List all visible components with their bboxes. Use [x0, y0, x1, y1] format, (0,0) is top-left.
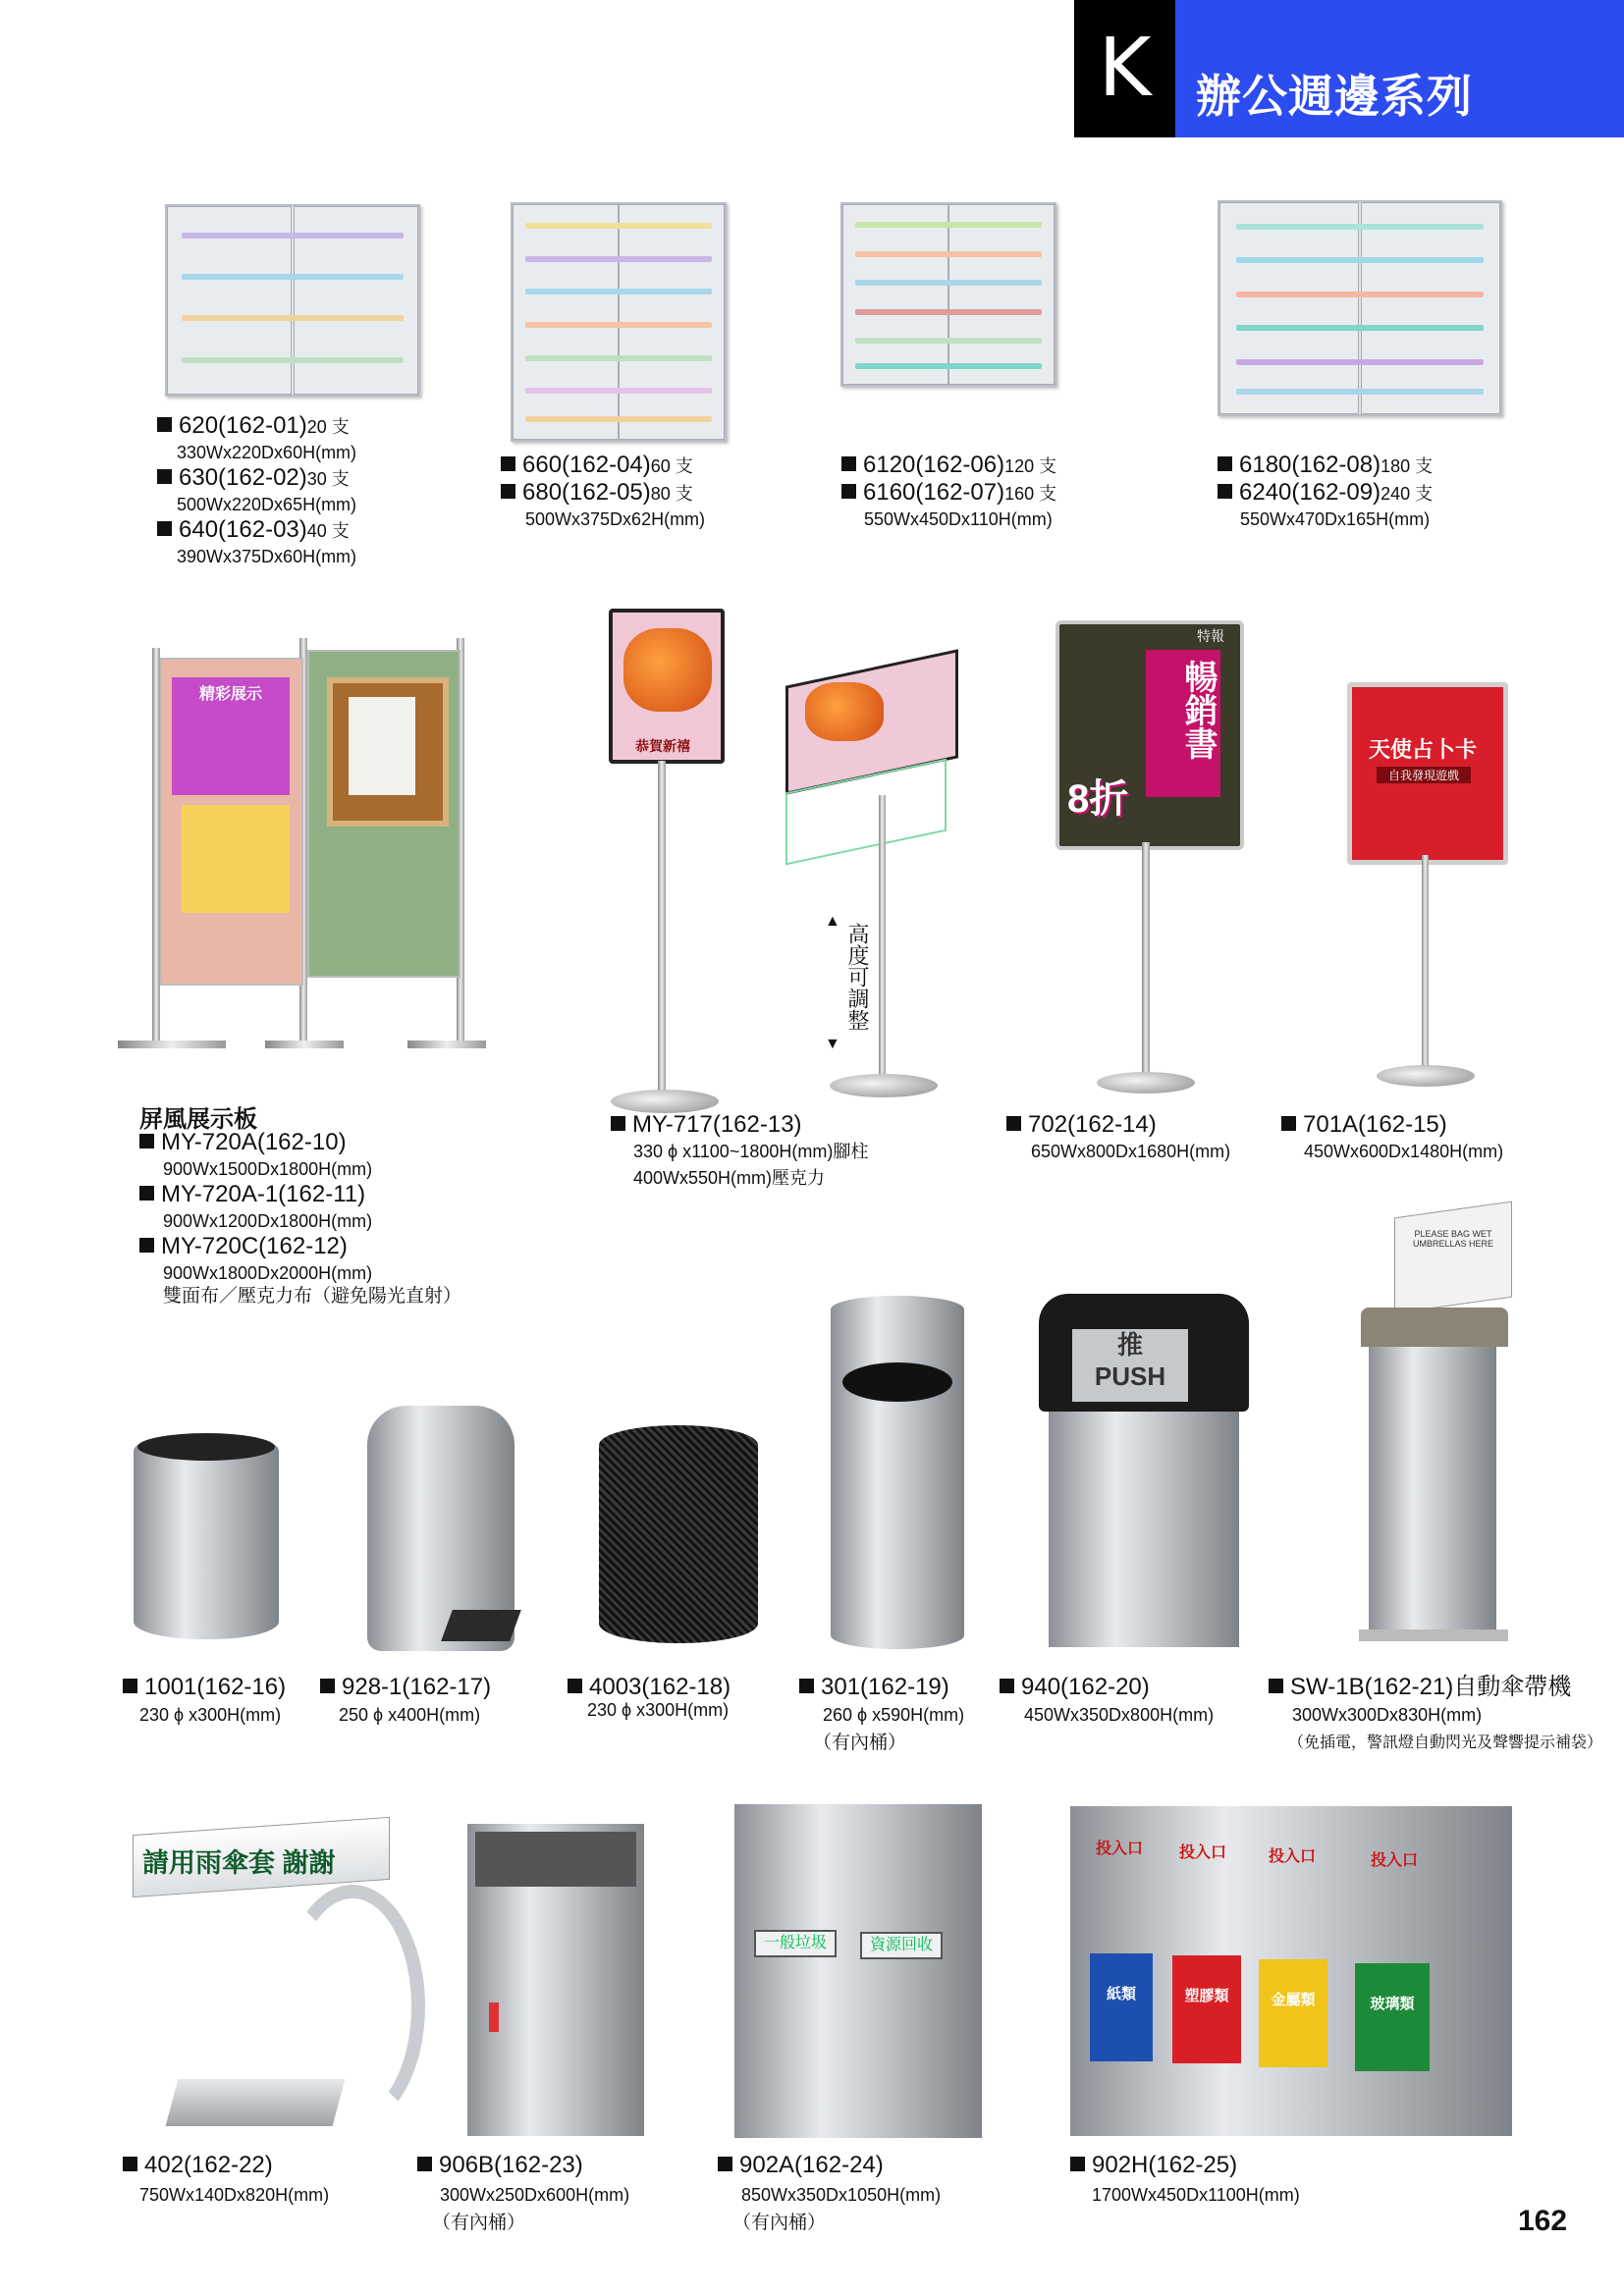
- product-dims: 850Wx350Dx1050H(mm): [741, 2185, 942, 2205]
- product-label-702: 702(162-14): [1006, 1111, 1157, 1139]
- product-dims: 900Wx1800Dx2000H(mm): [163, 1263, 373, 1283]
- product-dims: 650Wx800Dx1680H(mm): [1031, 1142, 1231, 1161]
- product-dims: 1700Wx450Dx1100H(mm): [1092, 2185, 1300, 2205]
- bin-301-image: [831, 1296, 964, 1649]
- product-label-6180: 6180(162-08)180 支: [1218, 452, 1433, 480]
- product-dims: 250 ϕ x400H(mm): [339, 1705, 481, 1725]
- stand-701a-image: [1347, 682, 1508, 1095]
- general-waste-label: 一般垃圾: [754, 1930, 837, 1957]
- product-dims: 230 ϕ x300H(mm): [139, 1705, 282, 1725]
- product-dims: 330 ϕ x1100~1800H(mm)腳柱: [633, 1142, 869, 1161]
- product-label-301: 301(162-19): [799, 1674, 949, 1701]
- product-label-660: 660(162-04)60 支: [501, 452, 693, 480]
- product-label-640: 640(162-03)40 支: [157, 516, 350, 545]
- product-label-my720a-1: MY-720A-1(162-11): [139, 1181, 365, 1208]
- bestseller-discount: 8折: [1067, 777, 1129, 821]
- product-label-928-1: 928-1(162-17): [320, 1674, 491, 1701]
- umbrella-stand-402-image: [133, 1806, 417, 2140]
- product-dims: 900Wx1500Dx1800H(mm): [163, 1159, 373, 1179]
- inner-bucket-note: （有內桶）: [732, 2213, 827, 2233]
- product-dims: 330Wx220Dx60H(mm): [177, 443, 357, 462]
- product-dims: 400Wx550H(mm)壓克力: [633, 1168, 826, 1188]
- screen-board-note: 雙面布／壓克力布（避免陽光直射）: [163, 1286, 462, 1307]
- sort-category-paper: 紙類: [1090, 1953, 1153, 2061]
- product-dims: 900Wx1200Dx1800H(mm): [163, 1211, 373, 1231]
- product-label-402: 402(162-22): [123, 2152, 273, 2179]
- umbrella-bag-machine-image: [1355, 1209, 1512, 1641]
- push-label-cn: 推: [1116, 1330, 1143, 1360]
- product-label-1001: 1001(162-16): [123, 1674, 286, 1701]
- product-label-my717: MY-717(162-13): [611, 1111, 802, 1139]
- product-dims: 750Wx140Dx820H(mm): [139, 2185, 330, 2205]
- stand-702-image: [1056, 620, 1242, 1101]
- product-dims: 500Wx220Dx65H(mm): [177, 495, 357, 514]
- red-sign-sub: 自我發現遊戲: [1377, 767, 1471, 783]
- deposit-label: 投入口: [1178, 1844, 1226, 1861]
- key-cabinet-image-3: [840, 202, 1056, 387]
- key-cabinet-image-2: [511, 202, 727, 442]
- product-label-701a: 701A(162-15): [1281, 1111, 1447, 1139]
- page-number: 162: [1518, 2205, 1568, 2237]
- product-label-940: 940(162-20): [1000, 1674, 1150, 1701]
- height-adjustable-note: 高度可調整: [845, 923, 870, 1031]
- sort-category-glass: 玻璃類: [1355, 1963, 1430, 2071]
- screen-board-image: [113, 638, 486, 1080]
- product-dims: 390Wx375Dx60H(mm): [177, 547, 357, 566]
- umbrella-sign-text: 請用雨傘套 謝謝: [142, 1848, 336, 1878]
- section-letter: K: [1074, 0, 1175, 137]
- screen-board-heading: 屏風展示板: [139, 1105, 257, 1133]
- bin-940-image: [1039, 1294, 1249, 1647]
- product-dims: 300Wx250Dx600H(mm): [440, 2185, 630, 2205]
- product-label-906b: 906B(162-23): [417, 2152, 583, 2179]
- deposit-label: 投入口: [1370, 1852, 1418, 1869]
- product-dims: 550Wx450Dx110H(mm): [864, 509, 1053, 529]
- product-label-902a: 902A(162-24): [718, 2152, 884, 2179]
- inner-bucket-note: （有內桶）: [432, 2213, 526, 2233]
- product-label-620: 620(162-01)20 支: [157, 412, 350, 441]
- bin-902a-image: [734, 1804, 982, 2138]
- product-label-630: 630(162-02)30 支: [157, 464, 350, 493]
- product-label-6120: 6120(162-06)120 支: [841, 452, 1056, 480]
- deposit-label: 投入口: [1268, 1848, 1316, 1865]
- product-dims: 300Wx300Dx830H(mm): [1292, 1705, 1483, 1725]
- product-dims: 550Wx470Dx165H(mm): [1240, 509, 1431, 529]
- red-sign-title: 天使占卜卡: [1368, 737, 1477, 762]
- sort-category-plastic: 塑膠類: [1172, 1955, 1241, 2063]
- bin-1001-image: [134, 1433, 279, 1639]
- sort-category-metal: 金屬類: [1259, 1959, 1327, 2067]
- product-label-6240: 6240(162-09)240 支: [1218, 479, 1433, 507]
- product-label-my720a: MY-720A(162-10): [139, 1129, 347, 1156]
- stand-717-image: 恭賀新禧 ▲ ▼ 高度可調整: [550, 589, 982, 1099]
- sw1b-note: （免插電，警訊燈自動閃光及聲響提示補袋）: [1288, 1735, 1603, 1751]
- product-label-680: 680(162-05)80 支: [501, 479, 693, 507]
- product-dims: 260 ϕ x590H(mm): [823, 1705, 965, 1725]
- deposit-label: 投入口: [1095, 1841, 1143, 1857]
- product-label-my720c: MY-720C(162-12): [139, 1233, 348, 1260]
- bestseller-headline: 暢銷書: [1179, 660, 1217, 760]
- product-dims: 230 ϕ x300H(mm): [587, 1700, 730, 1720]
- push-label-en: PUSH: [1094, 1362, 1166, 1391]
- bin-4003-image: [599, 1425, 758, 1643]
- product-label-6160: 6160(162-07)160 支: [841, 479, 1056, 507]
- section-title: 辦公週邊系列: [1196, 70, 1473, 123]
- key-cabinet-image-1: [165, 204, 420, 397]
- product-dims: 500Wx375Dx62H(mm): [525, 509, 706, 529]
- product-label-902h: 902H(162-25): [1070, 2152, 1237, 2179]
- bestseller-corner: 特報: [1197, 628, 1224, 644]
- recycling-label: 資源回收: [860, 1932, 943, 1959]
- key-cabinet-image-4: [1218, 200, 1502, 416]
- fruit-sign-text: 恭賀新禧: [635, 738, 690, 754]
- board-caption: 精彩展示: [198, 686, 262, 703]
- product-label-sw1b: SW-1B(162-21)自動傘帶機: [1269, 1674, 1571, 1701]
- please-bag-text: PLEASE BAG WET UMBRELLAS HERE: [1412, 1229, 1494, 1249]
- product-label-4003: 4003(162-18): [568, 1674, 731, 1701]
- bin-902h-image: [1070, 1806, 1512, 2136]
- product-dims: 450Wx350Dx800H(mm): [1024, 1705, 1215, 1725]
- product-dims: 450Wx600Dx1480H(mm): [1304, 1142, 1504, 1161]
- inner-bucket-note: （有內桶）: [813, 1733, 907, 1753]
